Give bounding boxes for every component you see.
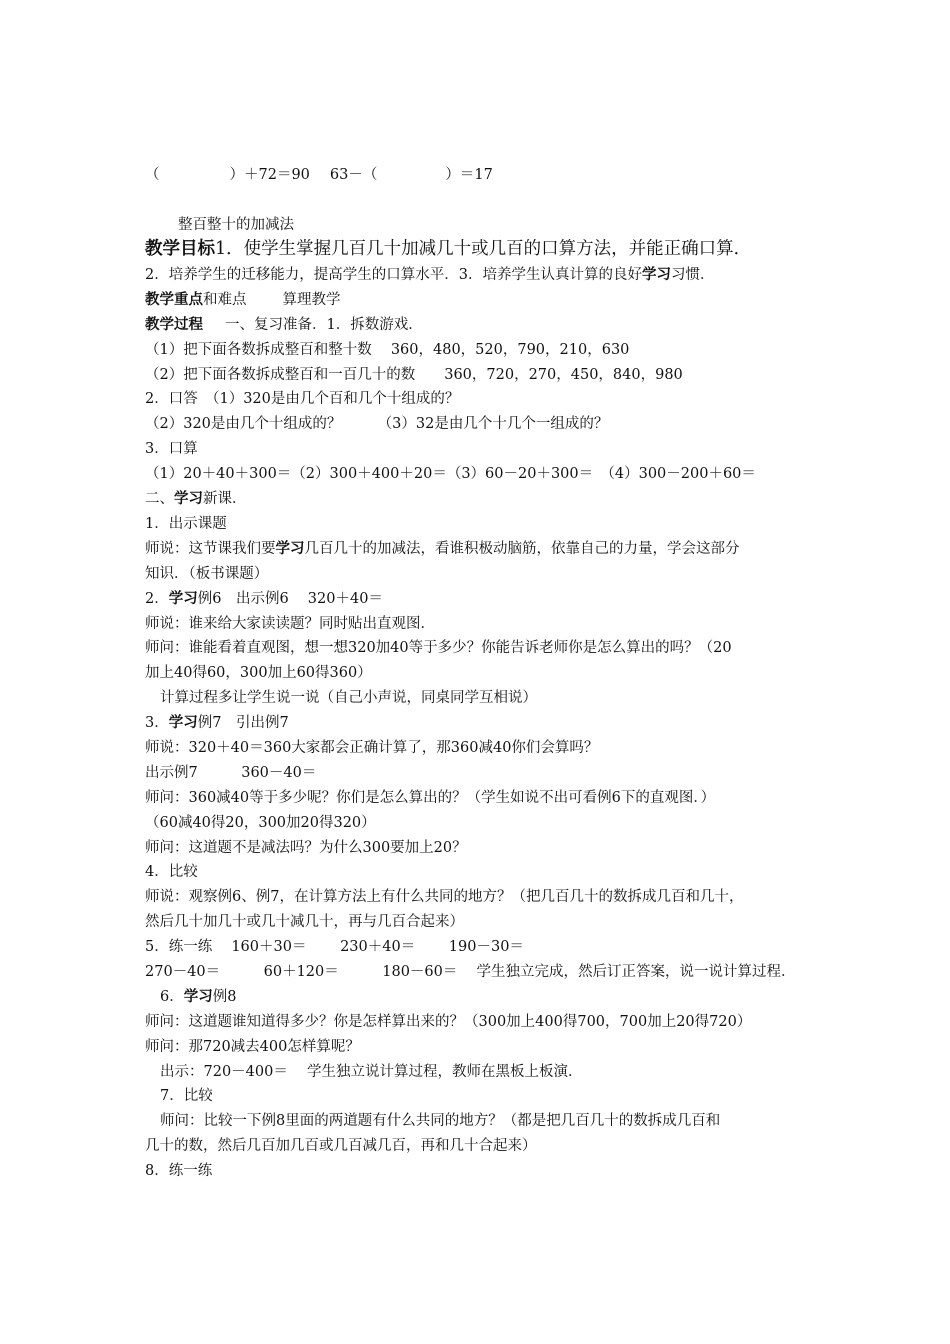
text-line-30: 出示：720－400＝ 学生独立说计算过程，教师在黑板上板演． (160, 1064, 583, 1080)
text-line-29: 师问：那720减去400怎样算呢？ (145, 1039, 360, 1055)
process-line: 教学过程 一、复习准备．1．拆数游戏． (145, 316, 423, 333)
text-line-5: 3．口算 (145, 441, 198, 457)
text-line-6: （1）20＋40＋300＝（2）300＋400＋20＝（3）60－20＋300＝ （4）300－200＋60＝ (145, 466, 756, 482)
lesson-title: 整百整十的加减法 (178, 217, 294, 233)
text-line-25: 5．练一练 160＋30＝ 230＋40＝ 190－30＝ (145, 939, 524, 955)
text-line-2: （2）把下面各数拆成整百和一百几十的数 360，720，270，450，840，980 (145, 367, 683, 383)
text-line-26: 270－40＝ 60＋120＝ 180－60＝ 学生独立完成，然后订正答案，说一说计算过程． (145, 964, 796, 980)
text-line-13: 师问：谁能看着直观图，想一想320加40等于多少？你能告诉老师你是怎么算出的吗？（20 (145, 640, 732, 656)
text-line-4: （2）320是由几个十组成的？ （3）32是由几个十几个一组成的？ (145, 416, 609, 432)
text-line-7: 二、学习新课． (145, 490, 247, 507)
text-line-28: 师问：这道题谁知道得多少？你是怎样算出来的？（300加上400得700，700加上20得720） (145, 1014, 752, 1030)
key-points-line: 教学重点和难点 算理教学 (145, 291, 341, 308)
text-line-33: 几十的数，然后几百加几百或几百减几百，再和几十合起来） (145, 1138, 537, 1154)
text-line-21: 师问：这道题不是减法吗？为什么300要加上20？ (145, 840, 467, 856)
top-equation: （ ）＋72＝90 63－（ ）＝17 (145, 167, 493, 183)
text-line-16: 3．学习例7 引出例7 (145, 714, 289, 731)
goals-label: 教学目标 (145, 239, 215, 259)
text-line-15: 计算过程多让学生说一说（自己小声说，同桌同学互相说） (160, 690, 537, 706)
text-line-20: （60减40得20，300加20得320） (145, 815, 376, 831)
text-line-32: 师问：比较一下例8里面的两道题有什么共同的地方？（都是把几百几十的数拆成几百和 (160, 1113, 721, 1129)
text-line-18: 出示例7 360－40＝ (145, 765, 317, 781)
teaching-goals-line-2: 2．培养学生的迁移能力，提高学生的口算水平．3．培养学生认真计算的良好学习习惯． (145, 266, 715, 283)
teaching-goals-line: 教学目标1．使学生掌握几百几十加减几十或几百的口算方法，并能正确口算． (145, 239, 752, 259)
text-line-27: 6．学习例8 (160, 988, 237, 1005)
text-line-31: 7．比较 (160, 1088, 213, 1104)
text-line-8: 1．出示课题 (145, 516, 227, 532)
text-line-14: 加上40得60，300加上60得360） (145, 665, 372, 681)
text-line-24: 然后几十加几十或几十减几十，再与几百合起来） (145, 914, 464, 930)
text-line-10: 知识．（板书课题） (145, 566, 269, 582)
text-line-19: 师问：360减40等于多少呢？你们是怎么算出的？（学生如说不出可看例6下的直观图．） (145, 790, 716, 806)
text-line-3: 2．口答 （1）320是由几个百和几个十组成的？ (145, 391, 460, 407)
text-line-1: （1）把下面各数拆成整百和整十数 360，480，520，790，210，630 (145, 342, 630, 358)
text-line-9: 师说：这节课我们要学习几百几十的加减法，看谁积极动脑筋，依靠自己的力量，学会这部分 (145, 540, 740, 557)
text-line-12: 师说：谁来给大家读读题？同时贴出直观图． (145, 616, 435, 632)
text-line-17: 师说：320＋40＝360大家都会正确计算了，那360减40你们会算吗？ (145, 740, 599, 756)
text-line-23: 师说：观察例6、例7，在计算方法上有什么共同的地方？（把几百几十的数拆成几百和几十， (145, 889, 744, 905)
text-line-11: 2．学习例6 出示例6 320＋40＝ (145, 590, 383, 607)
text-line-34: 8．练一练 (145, 1163, 213, 1179)
text-line-22: 4．比较 (145, 864, 198, 880)
